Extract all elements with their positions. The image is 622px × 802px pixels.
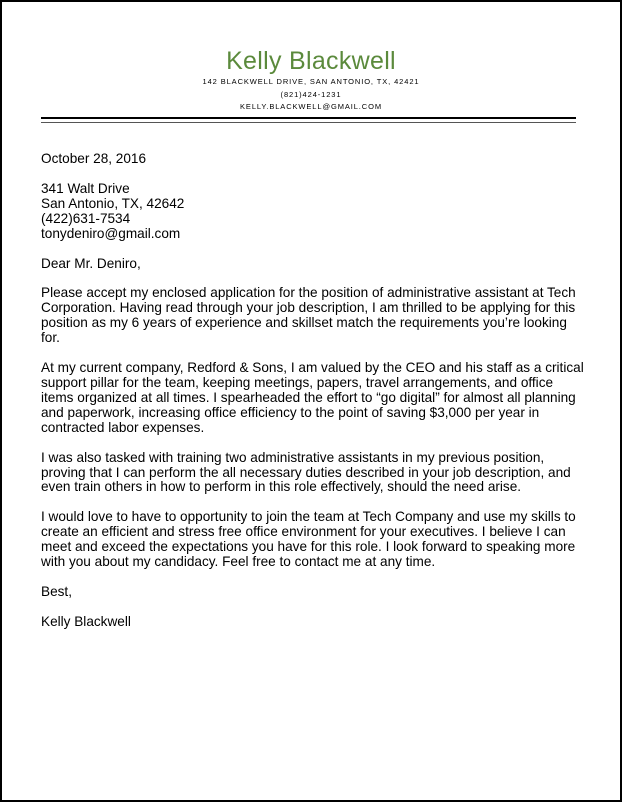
paragraph-training: I was also tasked with training two administrative assistants in my previous position, proving that I can perform the all necessary duties described in your job description, and even train others in how to perform in this role effectively, should the need arise. (41, 449, 571, 495)
recipient-city-state-zip: San Antonio, TX, 42642 (41, 195, 185, 211)
signature: Kelly Blackwell (41, 613, 131, 629)
letter-body (41, 152, 586, 630)
salutation: Dear Mr. Deniro, (41, 255, 141, 271)
recipient-email: tonydeniro@gmail.com (41, 225, 181, 241)
header-divider-thin (41, 122, 576, 123)
recipient-phone: (422)631-7534 (41, 210, 131, 226)
sender-name: Kelly Blackwell (226, 47, 396, 75)
sender-phone: (821)424-1231 (280, 89, 342, 99)
sender-email: KELLY.BLACKWELL@GMAIL.COM (240, 102, 382, 111)
letter-date: October 28, 2016 (41, 151, 147, 166)
recipient-block (41, 182, 586, 242)
paragraph-closing-interest: I would love to have to opportunity to join the team at Tech Company and use my skills to create an efficient and stress free office environment for your executives. I believe I can meet and exceed the expectations you have for this role. I look forward to speaking more with you about my candidacy. Feel free to contact me at any time. (41, 509, 576, 570)
sender-address: 142 BLACKWELL DRIVE, SAN ANTONIO, TX, 42421 (202, 77, 420, 86)
header-divider-thick (41, 117, 576, 119)
paragraph-current-company: At my current company, Redford & Sons, I am valued by the CEO and his staff as a critical support pillar for the team, keeping meetings, papers, travel arrangements, and office items organized at all times. I spearheaded the effort to “go digital” for almost all planning and paperwork, increasing office efficiency to the point of saving $3,000 per year in contracted labor expenses. (41, 360, 584, 435)
closing: Best, (41, 583, 72, 599)
letterhead (2, 46, 620, 114)
paragraph-intro: Please accept my enclosed application for the position of administrative assistant at Tech Corporation. Having read through your job description, I am thrilled to be applying for this position as my 6 years of experience and skillset match the requirements you’re looking for. (41, 285, 576, 346)
recipient-street: 341 Walt Drive (41, 180, 130, 196)
